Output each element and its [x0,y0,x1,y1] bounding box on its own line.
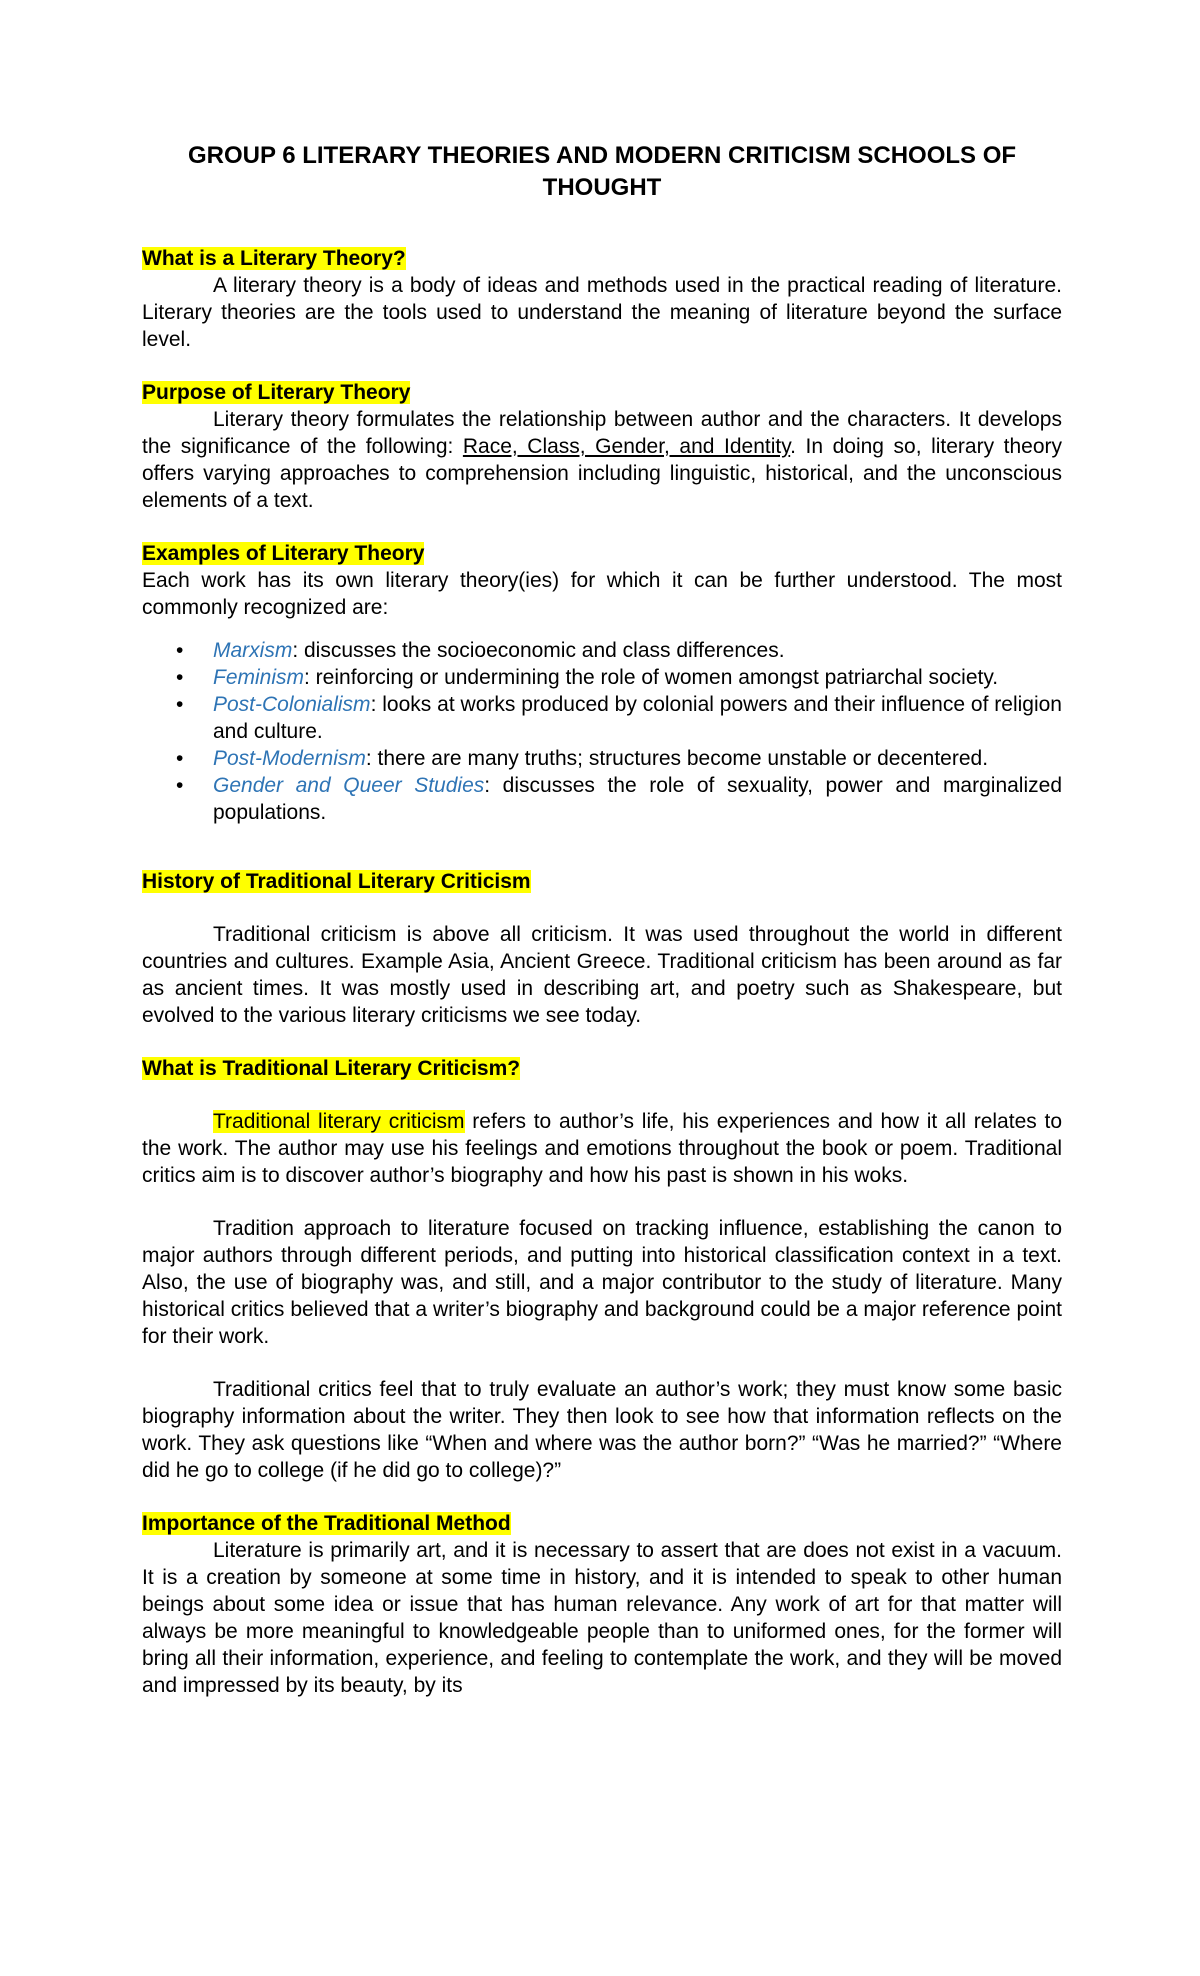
spacer [142,895,1062,921]
spacer [142,1082,1062,1108]
highlighted-term: Traditional literary criticism [213,1110,465,1133]
paragraph-examples-intro: Each work has its own literary theory(ies) for which it can be further understood. The most commonly recognized are: [142,569,1062,619]
theory-term: Gender and Queer Studies [213,774,485,797]
bullet-icon: • [176,666,184,689]
heading-examples-of-literary-theory [142,540,1062,567]
purpose-text-after: . In doing so, literary theory offers varying approaches to comprehension including linguistic, historical, and the unconscious elements of a text. [142,435,1062,512]
theory-description: : discusses the socioeconomic and class differences. [292,639,785,662]
theory-description: : reinforcing or undermining the role of women amongst patriarchal society. [304,666,999,689]
heading-text: Examples of Literary Theory [142,542,425,565]
bullet-icon: • [176,693,184,716]
theory-description: : there are many truths; structures become unstable or decentered. [365,747,989,770]
paragraph-traditional-critics: Traditional critics feel that to truly evaluate an author’s work; they must know some basic biography information about the writer. They then look to see how that information reflects on the work. They ask questions like “When and where was the author born?” “Was he married?” “Where did he go to college (if he did go to college)?” [142,1378,1062,1482]
spacer [142,1484,1062,1510]
theory-term: Marxism [213,639,293,662]
theory-term: Post-Colonialism [213,693,371,716]
spacer [142,1350,1062,1376]
document-title: GROUP 6 LITERARY THEORIES AND MODERN CRITICISM SCHOOLS OF THOUGHT [187,142,1017,201]
theory-description: : discusses the role of sexuality, power and marginalized populations. [213,774,1062,824]
heading-text: What is Traditional Literary Criticism? [142,1057,521,1080]
purpose-underlined-terms: Race, Class, Gender, and Identity [462,435,791,458]
heading-text: Purpose of Literary Theory [142,381,411,404]
heading-what-is-traditional-criticism [142,1055,1062,1082]
spacer [142,514,1062,540]
paragraph-what-is-literary-theory: A literary theory is a body of ideas and methods used in the practical reading of literature. Literary theories are the tools used to understand the meaning of literature beyond the surface level. [142,274,1062,351]
theory-description: : looks at works produced by colonial powers and their influence of religion and culture. [213,693,1062,743]
heading-text: History of Traditional Literary Criticism [142,870,531,893]
spacer [142,353,1062,379]
spacer [142,1189,1062,1215]
bullet-icon: • [176,774,184,797]
paragraph-importance: Literature is primarily art, and it is necessary to assert that are does not exist in a vacuum. It is a creation by someone at some time in history, and it is intended to speak to other human beings about some idea or issue that has human relevance. Any work of art for that matter will always be more meaningful to knowledgeable people than to uniformed ones, for the former will bring all their information, experience, and feeling to contemplate the work, and they will be moved and impressed by its beauty, by its [142,1539,1062,1697]
list-item [142,772,1062,826]
heading-what-is-literary-theory [142,245,1062,272]
spacer [142,621,1062,637]
bullet-icon: • [176,747,184,770]
heading-history-traditional-criticism [142,868,1062,895]
heading-purpose-of-literary-theory [142,379,1062,406]
theories-list [142,637,1062,826]
heading-text: Importance of the Traditional Method [142,1512,511,1535]
list-item [142,745,1062,772]
spacer [142,1029,1062,1055]
list-item [142,637,1062,664]
list-item [142,664,1062,691]
definition-text: refers to author’s life, his experiences and how it all relates to the work. The author may use his feelings and emotions throughout the book or poem. Traditional critics aim is to discover author’s biography and how his past is shown in his woks. [142,1110,1062,1187]
paragraph-traditional-definition [142,1108,1062,1189]
heading-text: What is a Literary Theory? [142,247,406,270]
paragraph-history: Traditional criticism is above all criticism. It was used throughout the world in different countries and cultures. Example Asia, Ancient Greece. Traditional criticism has been around as far as ancient times. It was mostly used in describing art, and poetry such as Shakespeare, but evolved to the various literary criticisms we see today. [142,923,1062,1027]
paragraph-traditional-approach: Tradition approach to literature focused on tracking influence, establishing the canon to major authors through different periods, and putting into historical classification context in a text. Also, the use of biography was, and still, and a major contributor to the study of literature. Many historical critics believed that a writer’s biography and background could be a major reference point for their work. [142,1217,1062,1348]
bullet-icon: • [176,639,184,662]
spacer [142,826,1062,868]
theory-term: Feminism [213,666,305,689]
paragraph-purpose [142,406,1062,514]
list-item [142,691,1062,745]
heading-importance-traditional-method [142,1510,1062,1537]
purpose-text-before: Literary theory formulates the relationship between author and the characters. It develops the significance of the following: [142,408,1062,458]
document-page [142,140,1062,1699]
theory-term: Post-Modernism [213,747,366,770]
